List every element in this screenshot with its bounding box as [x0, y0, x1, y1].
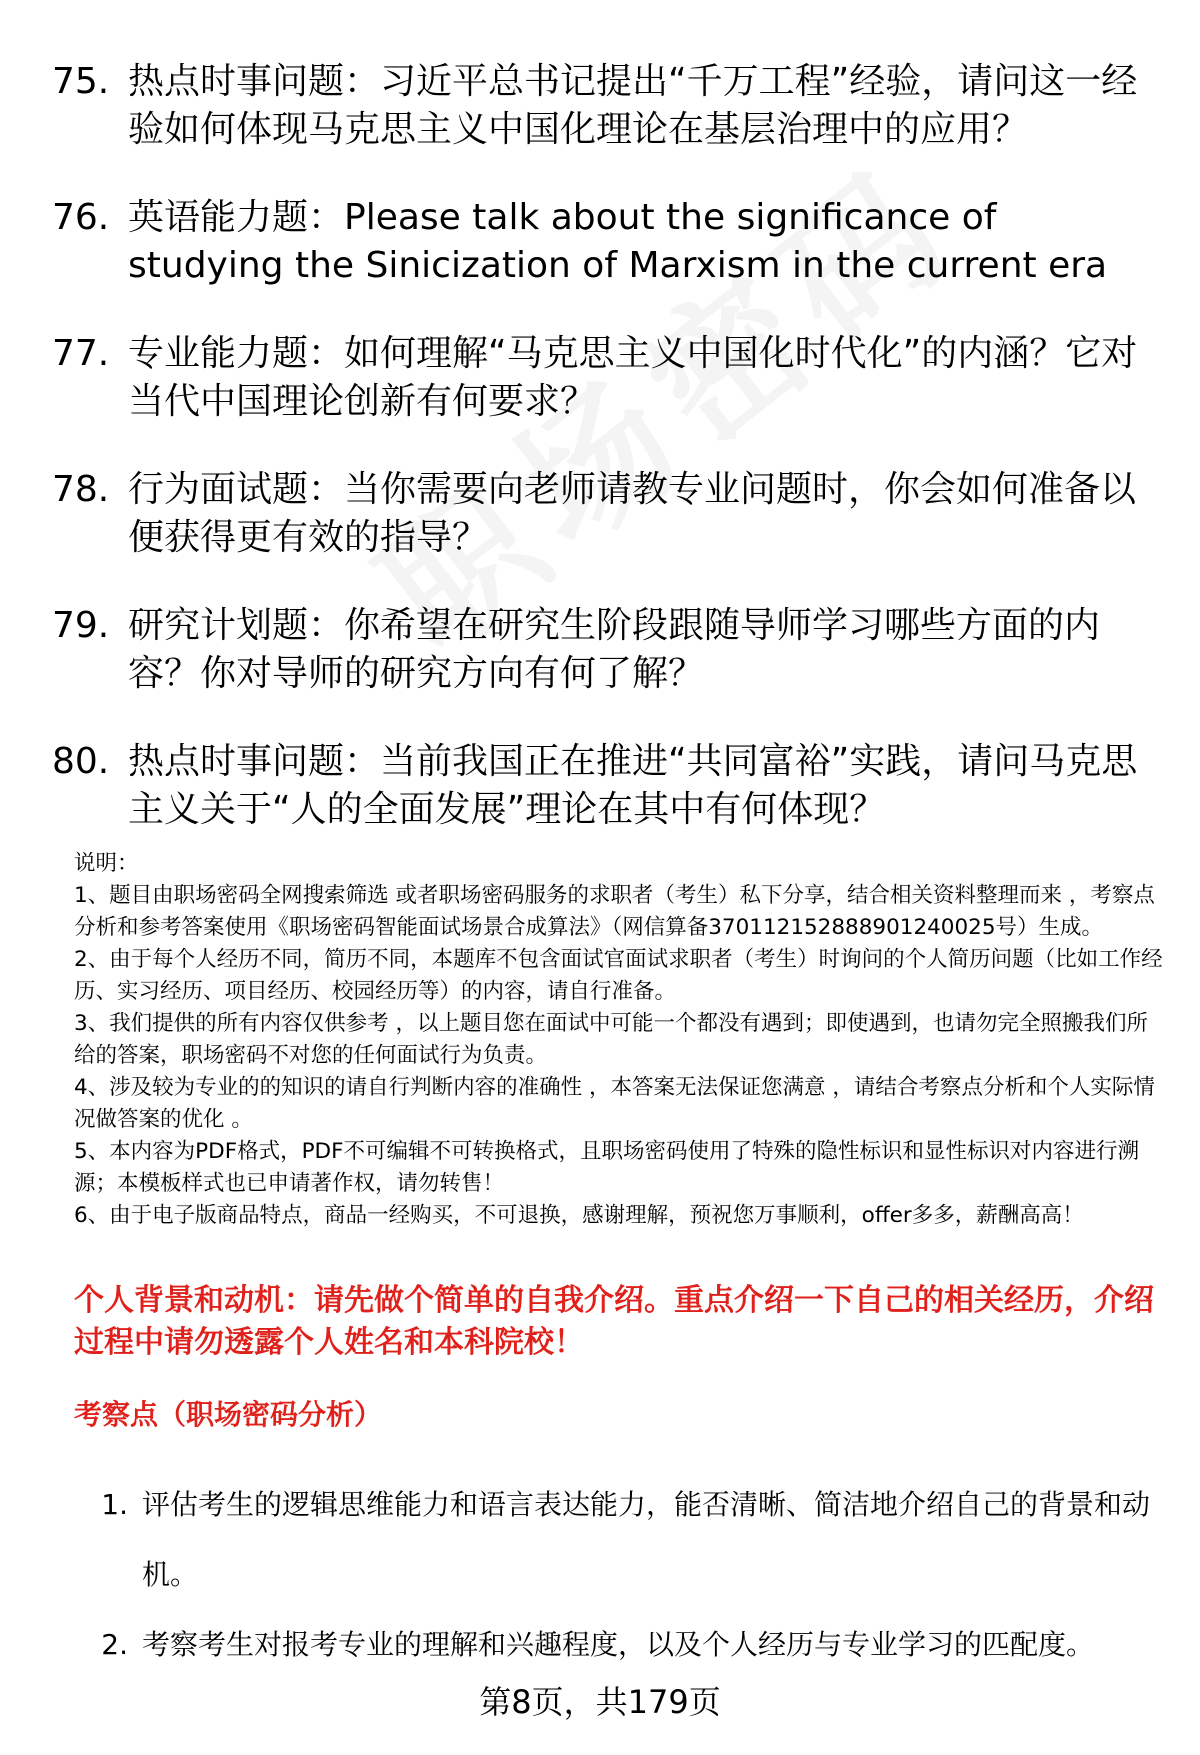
question-item — [52, 194, 1152, 290]
question-text: 行为面试题：当你需要向老师请教专业问题时，你会如何准备以便获得更有效的指导？ — [128, 469, 1137, 558]
question-number: 76. — [52, 197, 110, 238]
note-item: 6、由于电子版商品特点，商品一经购买，不可退换，感谢理解，预祝您万事顺利，offer多多，薪酬高高！ — [74, 1203, 1084, 1228]
question-item — [52, 330, 1152, 426]
question-text: 英语能力题：Please talk about the significance of studying the Sinicization of Marxism in the current era — [128, 197, 1108, 286]
point-text: 考察考生对报考专业的理解和兴趣程度，以及个人经历与专业学习的匹配度。 — [142, 1628, 1095, 1661]
question-list — [52, 58, 1152, 874]
question-text: 专业能力题：如何理解“马克思主义中国化时代化”的内涵？它对当代中国理论创新有何要求？ — [128, 333, 1138, 422]
question-item — [52, 58, 1152, 154]
interview-prompt: 个人背景和动机：请先做个简单的自我介绍。重点介绍一下自己的相关经历，介绍过程中请勿透露个人姓名和本科院校！ — [74, 1283, 1154, 1360]
question-number: 78. — [52, 469, 110, 510]
question-number: 77. — [52, 333, 110, 374]
point-text: 评估考生的逻辑思维能力和语言表达能力，能否清晰、简洁地介绍自己的背景和动机。 — [142, 1488, 1151, 1591]
analysis-points — [74, 1470, 1164, 1680]
question-item — [52, 738, 1152, 834]
notes-heading: 说明： — [74, 851, 139, 876]
question-number: 80. — [52, 741, 110, 782]
note-item: 2、由于每个人经历不同，简历不同，本题库不包含面试官面试求职者（考生）时询问的个人简历问题（比如工作经历、实习经历、项目经历、校园经历等）的内容，请自行准备。 — [74, 947, 1163, 1004]
point-number: 1. — [101, 1488, 128, 1521]
question-text: 研究计划题：你希望在研究生阶段跟随导师学习哪些方面的内容？你对导师的研究方向有何了解？ — [128, 605, 1101, 694]
analysis-heading: 考察点（职场密码分析） — [74, 1398, 383, 1431]
analysis-point — [74, 1610, 1164, 1680]
disclaimer-notes — [74, 848, 1164, 1232]
question-number: 79. — [52, 605, 110, 646]
question-item — [52, 466, 1152, 562]
page-footer: 第8页，共179页 — [479, 1683, 721, 1721]
note-item: 5、本内容为PDF格式，PDF不可编辑不可转换格式，且职场密码使用了特殊的隐性标识和显性标识对内容进行溯源；本模板样式也已申请著作权，请勿转售！ — [74, 1139, 1139, 1196]
question-item — [52, 602, 1152, 698]
note-item: 3、我们提供的所有内容仅供参考 ，以上题目您在面试中可能一个都没有遇到；即使遇到，也请勿完全照搬我们所给的答案，职场密码不对您的任何面试行为负责。 — [74, 1011, 1149, 1068]
question-number: 75. — [52, 61, 110, 102]
point-number: 2. — [101, 1628, 128, 1661]
note-item: 4、涉及较为专业的的知识的请自行判断内容的准确性 ，本答案无法保证您满意 ，请结合考察点分析和个人实际情况做答案的优化 。 — [74, 1075, 1155, 1132]
question-text: 热点时事问题：当前我国正在推进“共同富裕”实践，请问马克思主义关于“人的全面发展”理论在其中有何体现？ — [128, 741, 1138, 830]
question-text: 热点时事问题：习近平总书记提出“千万工程”经验，请问这一经验如何体现马克思主义中国化理论在基层治理中的应用？ — [128, 61, 1138, 150]
note-item: 1、题目由职场密码全网搜索筛选 或者职场密码服务的求职者（考生）私下分享，结合相关资料整理而来 ，考察点分析和参考答案使用《职场密码智能面试场景合成算法》（网信算备370112152888901240025号）生成。 — [74, 883, 1155, 940]
analysis-point — [74, 1470, 1164, 1610]
